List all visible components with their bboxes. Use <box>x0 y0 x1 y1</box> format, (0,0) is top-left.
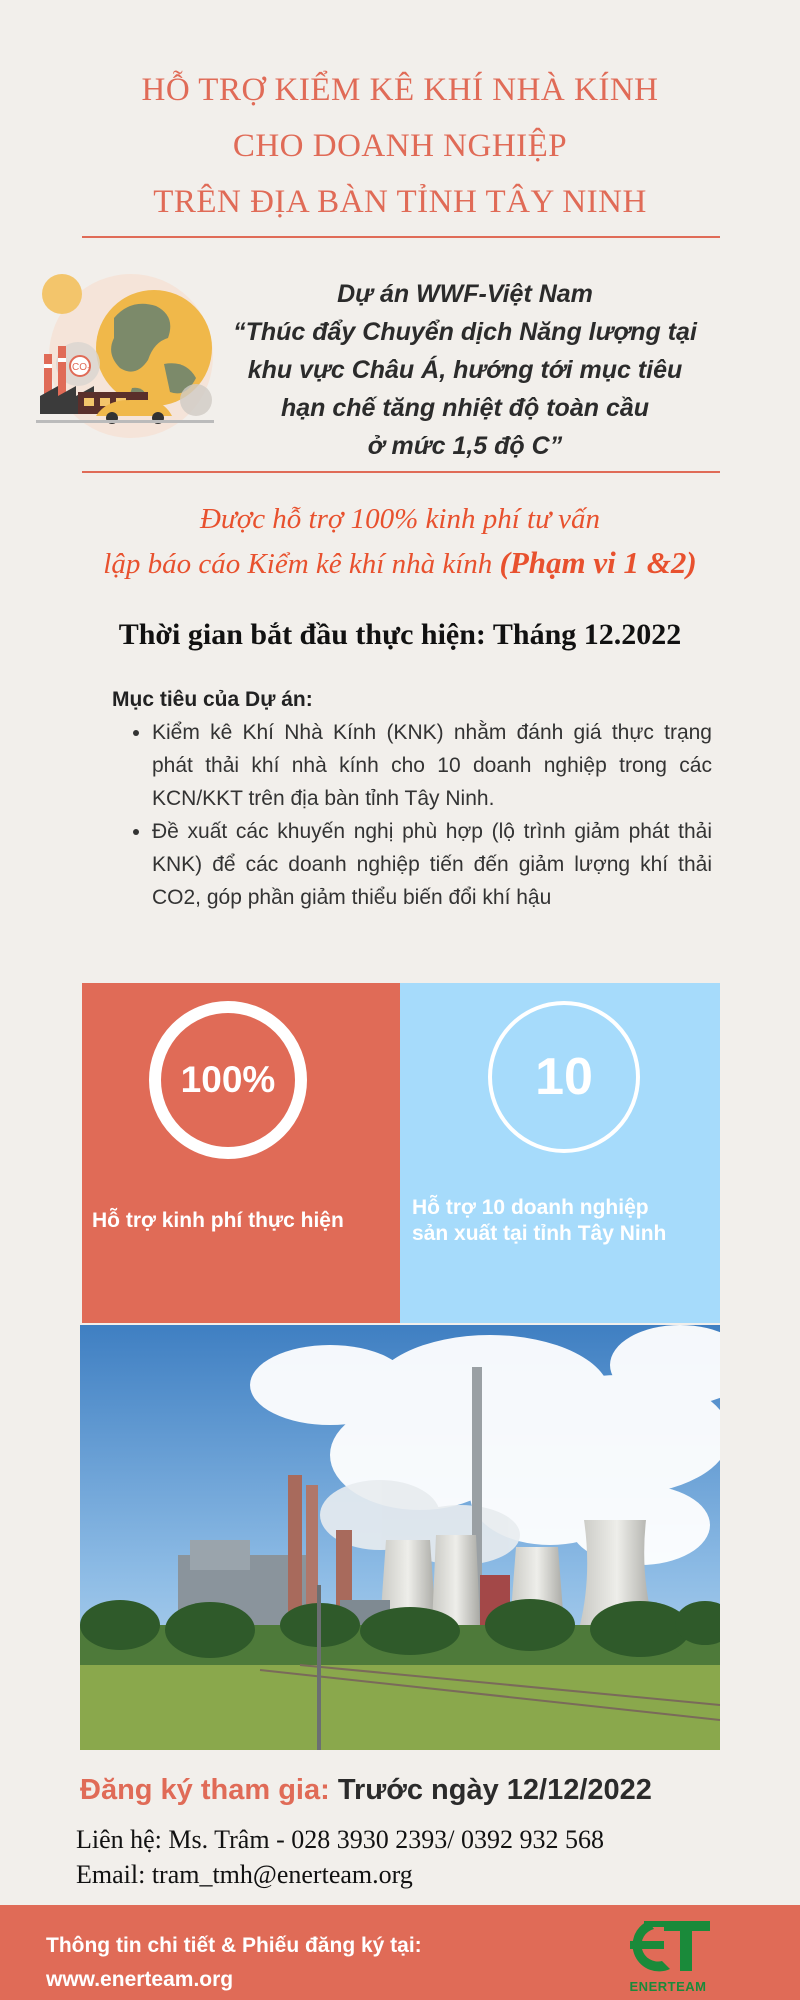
stat-caption-companies-line-2: sản xuất tại tỉnh Tây Ninh <box>412 1222 667 1245</box>
enerteam-logo-mark-icon <box>618 1913 718 1979</box>
co2-label: CO₂ <box>72 362 91 373</box>
registration-deadline <box>80 1774 652 1807</box>
footer-bar <box>0 1905 800 2000</box>
support-line-1: Được hỗ trợ 100% kinh phí tư vấn <box>199 503 601 535</box>
stat-caption-companies-line-1: Hỗ trợ 10 doanh nghiệp <box>412 1196 649 1219</box>
stat-ring-funding <box>149 1001 307 1159</box>
support-scope: (Phạm vi 1 &2) <box>499 545 697 580</box>
footer-info <box>46 1929 422 1997</box>
stat-value-funding: 100% <box>180 1059 276 1100</box>
page-title <box>0 62 800 230</box>
stat-value-companies: 10 <box>535 1048 593 1106</box>
goals-label: Mục tiêu của Dự án: <box>112 688 313 711</box>
goals-list <box>130 716 712 914</box>
title-line-3: TRÊN ĐỊA BÀN TỈNH TÂY NINH <box>153 184 647 220</box>
stat-box-funding <box>82 983 400 1323</box>
project-line-1: “Thúc đẩy Chuyển dịch Năng lượng tại <box>233 318 697 346</box>
registration-date: Trước ngày 12/12/2022 <box>329 1774 652 1806</box>
divider-top <box>82 236 720 238</box>
enerteam-logo <box>618 1913 718 1997</box>
list-item: • Kiểm kê Khí Nhà Kính (KNK) nhằm đánh giá thực trạng phát thải khí nhà kính cho 10 doanh nghiệp trong các KCN/KKT trên địa bàn tỉnh Tây Ninh. <box>152 716 712 815</box>
registration-label: Đăng ký tham gia: <box>80 1774 330 1806</box>
project-line-2: khu vực Châu Á, hướng tới mục tiêu <box>247 356 683 384</box>
stat-box-companies <box>400 983 720 1323</box>
stat-caption-companies <box>412 1195 712 1247</box>
project-line-3: hạn chế tăng nhiệt độ toàn cầu <box>280 394 650 422</box>
title-line-1: HỖ TRỢ KIỂM KÊ KHÍ NHÀ KÍNH <box>141 72 659 108</box>
project-name: Dự án WWF-Việt Nam <box>337 280 593 308</box>
start-time: Thời gian bắt đầu thực hiện: Tháng 12.2022 <box>118 618 682 651</box>
stat-caption-funding: Hỗ trợ kinh phí thực hiện <box>92 1209 344 1232</box>
footer-info-line-1: Thông tin chi tiết & Phiếu đăng ký tại: <box>46 1934 422 1957</box>
contact-info <box>76 1822 604 1892</box>
list-item: • Đề xuất các khuyến nghị phù hợp (lộ trình giảm phát thải KNK) để các doanh nghiệp tiến đến giảm lượng khí thải CO2, góp phần giảm thiểu biến đổi khí hậu <box>152 815 712 914</box>
contact-phone[interactable]: Liên hệ: Ms. Trâm - 028 3930 2393/ 0392 932 568 <box>76 1825 604 1854</box>
support-line-2-text: lập báo cáo Kiểm kê khí nhà kính <box>103 548 500 580</box>
earth-factory-illustration <box>36 268 214 446</box>
footer-website-link[interactable]: www.enerteam.org <box>46 1968 234 1991</box>
enerteam-logo-text: ENERTEAM <box>629 1979 707 1994</box>
project-line-4: ở mức 1,5 độ C” <box>367 432 563 460</box>
stat-ring-companies <box>488 1001 640 1153</box>
support-statement <box>0 497 800 586</box>
title-line-2: CHO DOANH NGHIỆP <box>232 128 568 164</box>
power-plant-photo <box>80 1325 720 1750</box>
support-line-2 <box>0 541 800 586</box>
project-description <box>210 275 720 465</box>
divider-middle <box>82 471 720 473</box>
contact-email[interactable]: Email: tram_tmh@enerteam.org <box>76 1860 413 1889</box>
